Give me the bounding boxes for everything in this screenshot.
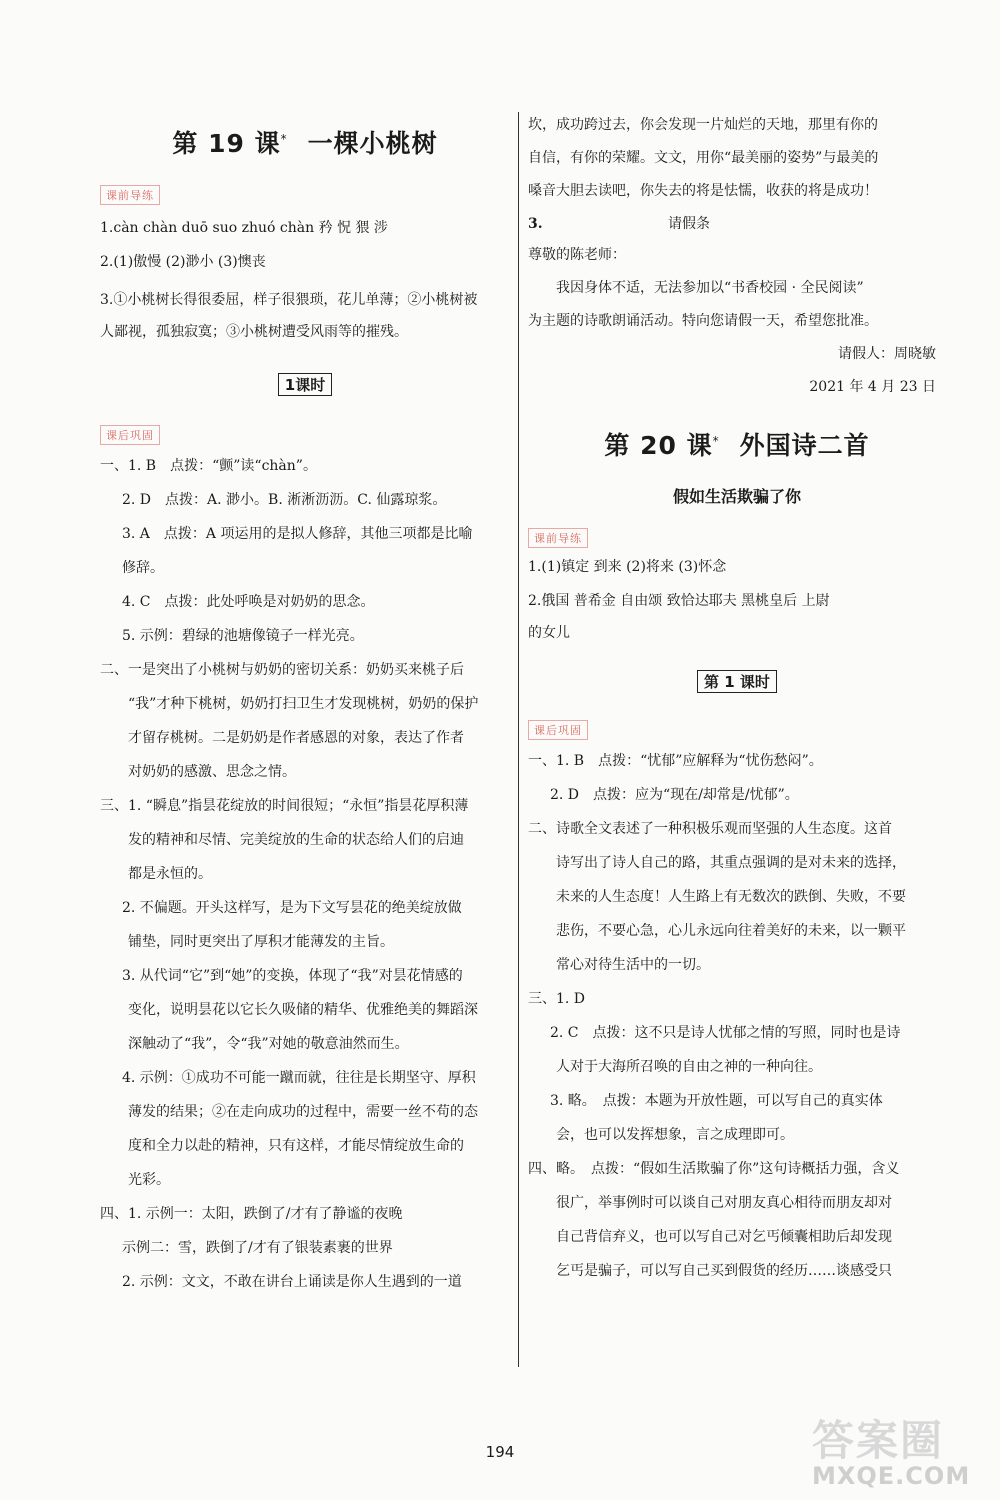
- answer-line: 修辞。: [122, 560, 164, 576]
- answer-line: 对奶奶的感激、思念之情。: [128, 764, 296, 780]
- continued-line: 自信，有你的荣耀。文文，用你“最美丽的姿势”与最美的: [528, 150, 879, 166]
- answer-line: 人对于大海所召唤的自由之神的一种向往。: [556, 1059, 822, 1075]
- watermark-bottom: MXQE.COM: [812, 1462, 971, 1490]
- watermark-top: 答案圈: [812, 1416, 945, 1465]
- lesson-20-name: 外国诗二首: [739, 431, 870, 460]
- answer-line: 三、1. D: [528, 991, 586, 1007]
- answer-line: 1.(1)镇定 到来 (2)将来 (3)怀念: [528, 559, 727, 575]
- column-divider: [518, 112, 519, 1367]
- answer-line: 铺垫，同时更突出了厚积才能薄发的主旨。: [128, 934, 394, 950]
- salutation: 尊敬的陈老师：: [528, 247, 626, 263]
- answer-line: 自己背信弃义，也可以写自己对乞丐倾囊相助后却发现: [556, 1229, 892, 1245]
- tag-post-class: 课后巩固: [528, 720, 588, 740]
- leave-note-heading: [528, 213, 946, 235]
- lesson-20-title: [528, 426, 946, 462]
- answer-line: 发的精神和尽情、完美绽放的生命的状态给人们的启迪: [128, 832, 464, 848]
- tag-post-class: 课后巩固: [100, 425, 160, 445]
- note-signer: 请假人：周晓敏: [838, 346, 936, 362]
- left-column: [100, 100, 510, 1305]
- answer-line: 2. 示例：文文，不敢在讲台上诵读是你人生遇到的一道: [122, 1274, 462, 1290]
- answer-line: 薄发的结果；②在走向成功的过程中，需要一丝不苟的态: [128, 1104, 478, 1120]
- answer-line: 光彩。: [128, 1172, 170, 1188]
- note-body-line: 我因身体不适，无法参加以“书香校园 · 全民阅读”: [556, 280, 864, 296]
- answer-line: 3. A 点拨：A 项运用的是拟人修辞，其他三项都是比喻: [122, 526, 473, 542]
- answer-line: 诗写出了诗人自己的路，其重点强调的是对未来的选择，: [556, 855, 906, 871]
- answer-line: 4. C 点拨：此处呼唤是对奶奶的思念。: [122, 594, 375, 610]
- session-label: [528, 670, 946, 693]
- answer-line: 很广，举事例时可以谈自己对朋友真心相待而朋友却对: [556, 1195, 892, 1211]
- note-body-line: 为主题的诗歌朗诵活动。特向您请假一天，希望您批准。: [528, 313, 878, 329]
- post-class-answers: [528, 750, 946, 1282]
- answer-line: 2. D 点拨：应为“现在/却常是/忧郁”。: [550, 787, 799, 803]
- answer-line: 人鄙视，孤独寂寞；③小桃树遭受风雨等的摧残。: [100, 324, 408, 340]
- session-text: 1课时: [278, 373, 332, 396]
- answer-line: 3. 略。 点拨：本题为开放性题，可以写自己的真实体: [550, 1093, 883, 1109]
- session-text: 第 1 课时: [697, 670, 777, 693]
- post-class-answers: [100, 455, 510, 1293]
- watermark-logo: [812, 1408, 972, 1490]
- right-column: [528, 100, 946, 1294]
- poem-title: 假如生活欺骗了你: [672, 487, 801, 506]
- answer-line: 会，也可以发挥想象，言之成理即可。: [556, 1127, 794, 1143]
- session-label: [100, 373, 510, 396]
- answer-line: 2. C 点拨：这不只是诗人忧郁之情的写照，同时也是诗: [550, 1025, 901, 1041]
- pre-class-answers: [100, 217, 510, 343]
- tag-pre-class: 课前导练: [100, 185, 160, 205]
- answer-line: 四、略。 点拨：“假如生活欺骗了你”这句诗概括力强，含义: [528, 1161, 900, 1177]
- answer-line: 才留存桃树。二是奶奶是作者感恩的对象，表达了作者: [128, 730, 464, 746]
- answer-line: 3.①小桃树长得很委屈，样子很猥琐，花儿单薄；②小桃树被: [100, 292, 478, 308]
- answer-line: 一、1. B 点拨：“颤”读“chàn”。: [100, 458, 317, 474]
- answer-line: 常心对待生活中的一切。: [556, 957, 710, 973]
- tag-pre-class: 课前导练: [528, 528, 588, 548]
- lesson-20-number: 第 20 课: [604, 431, 713, 460]
- answer-line: 4. 示例：①成功不可能一蹴而就，往往是长期坚守、厚积: [122, 1070, 476, 1086]
- answer-line: 2.(1)傲慢 (2)渺小 (3)懊丧: [100, 254, 266, 270]
- answer-line: 三、1. “瞬息”指昙花绽放的时间很短；“永恒”指昙花厚积薄: [100, 798, 469, 814]
- answer-line: 3. 从代词“它”到“她”的变换，体现了“我”对昙花情感的: [122, 968, 463, 984]
- continued-line: 嗓音大胆去读吧，你失去的将是怯懦，收获的将是成功！: [528, 183, 878, 199]
- answer-line: 2. 不偏题。开头这样写，是为下文写昙花的绝美绽放做: [122, 900, 462, 916]
- answer-line: 度和全力以赴的精神，只有这样，才能尽情绽放生命的: [128, 1138, 464, 1154]
- answer-line: 示例二：雪，跌倒了/才有了银装素裹的世界: [122, 1240, 393, 1256]
- answer-line: 2.俄国 普希金 自由颂 致恰达耶夫 黑桃皇后 上尉: [528, 593, 830, 609]
- answer-line: 一、1. B 点拨：“忧郁”应解释为“忧伤愁闷”。: [528, 753, 823, 769]
- question-3-number: 3.: [528, 216, 543, 232]
- lesson-20-star: *: [712, 433, 720, 448]
- answer-line: 二、一是突出了小桃树与奶奶的密切关系：奶奶买来桃子后: [100, 662, 464, 678]
- answer-line: 二、诗歌全文表述了一种积极乐观而坚强的人生态度。这首: [528, 821, 892, 837]
- answer-line: 悲伤，不要心急，心儿永远向往着美好的未来，以一颗平: [556, 923, 906, 939]
- answer-line: 四、1. 示例一：太阳，跌倒了/才有了静谧的夜晚: [100, 1206, 403, 1222]
- answer-line: 的女儿: [528, 625, 570, 641]
- lesson-19-title: [100, 124, 510, 160]
- lesson-19-name: 一棵小桃树: [307, 129, 438, 158]
- note-date: 2021 年 4 月 23 日: [809, 379, 936, 395]
- answer-line: 深触动了“我”，令“我”对她的敬意油然而生。: [128, 1036, 409, 1052]
- leave-note-title: 请假条: [668, 216, 710, 232]
- answer-line: 未来的人生态度！人生路上有无数次的跌倒、失败，不要: [556, 889, 906, 905]
- continued-line: 坎，成功跨过去，你会发现一片灿烂的天地，那里有你的: [528, 117, 878, 133]
- answer-line: 5. 示例：碧绿的池塘像镜子一样光亮。: [122, 628, 364, 644]
- lesson-19-number: 第 19 课: [172, 129, 281, 158]
- lesson-19-star: *: [280, 131, 288, 146]
- answer-line: 都是永恒的。: [128, 866, 212, 882]
- answer-line: 1.càn chàn duō suo zhuó chàn 矜 怳 猥 涉: [100, 220, 388, 236]
- answer-line: “我”才种下桃树，奶奶打扫卫生才发现桃树，奶奶的保护: [128, 696, 479, 712]
- answer-line: 变化，说明昙花以它长久吸储的精华、优雅绝美的舞蹈深: [128, 1002, 478, 1018]
- answer-line: 2. D 点拨：A. 渺小。B. 淅淅沥沥。C. 仙露琼浆。: [122, 492, 447, 508]
- page-number: 194: [485, 1443, 515, 1461]
- answer-line: 乞丐是骗子，可以写自己买到假货的经历……谈感受只: [556, 1263, 892, 1279]
